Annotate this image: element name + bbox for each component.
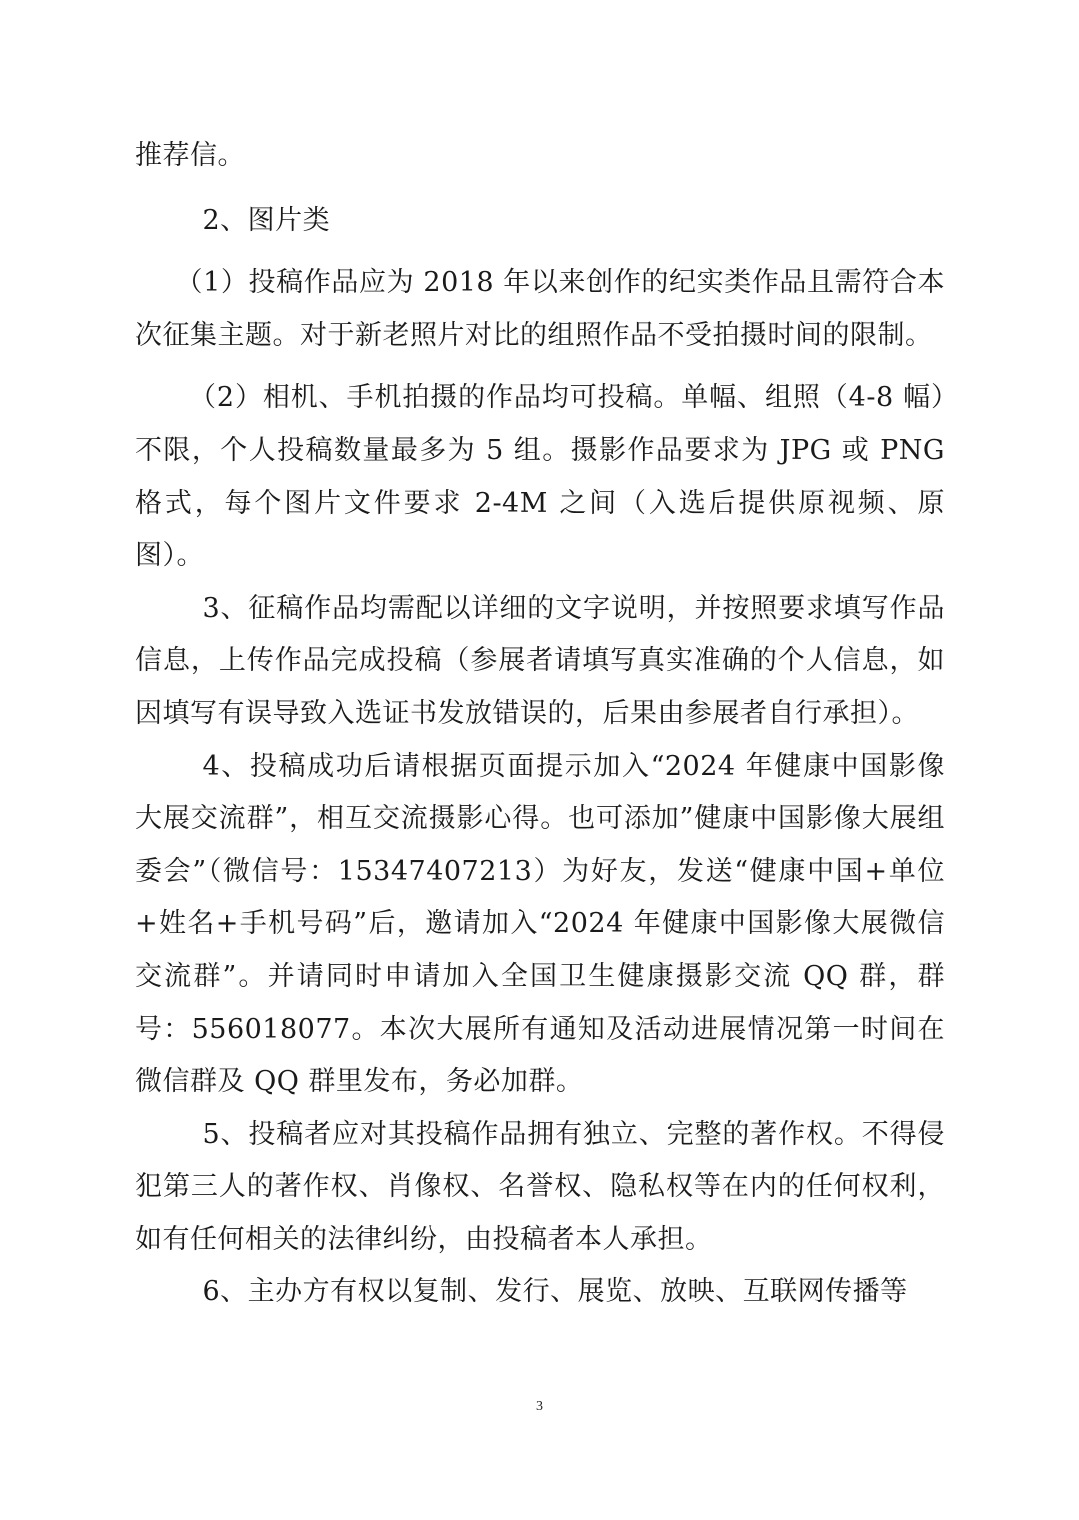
paragraph-rule-3: 3、征稿作品均需配以详细的文字说明，并按照要求填写作品信息，上传作品完成投稿（参展者请填写真实准确的个人信息，如因填写有误导致入选证书发放错误的，后果由参展者自行承担）。: [135, 592, 945, 729]
paragraph-rule-4: 4、投稿成功后请根据页面提示加入“2024 年健康中国影像大展交流群”，相互交流摄影心得。也可添加”健康中国影像大展组委会”（微信号：15347407213）为好友，发送“健康中国+单位+姓名+手机号码”后，邀请加入“2024 年健康中国影像大展微信交流群”。并请同时申请加入全国卫生健康摄影交流 QQ 群，群号：556018077。本次大展所有通知及活动进展情况第一时间在微信群及 QQ 群里发布，务必加群。: [135, 750, 945, 1098]
paragraph-image-rule-2: （2）相机、手机拍摄的作品均可投稿。单幅、组照（4-8 幅）不限，个人投稿数量最多为 5 组。摄影作品要求为 JPG 或 PNG 格式，每个图片文件要求 2-4M 之间（入选后提供原视频、原图）。: [135, 382, 945, 572]
section-heading-images: 2、图片类: [202, 204, 331, 236]
page-number: 3: [536, 1399, 543, 1414]
paragraph-rule-5: 5、投稿者应对其投稿作品拥有独立、完整的著作权。不得侵犯第三人的著作权、肖像权、名誉权、隐私权等在内的任何权利，如有任何相关的法律纠纷，由投稿者本人承担。: [135, 1118, 945, 1255]
paragraph-recommendation-letter: 推荐信。: [135, 140, 245, 171]
document-body: [135, 130, 945, 1319]
paragraph-image-rule-1: （1）投稿作品应为 2018 年以来创作的纪实类作品且需符合本次征集主题。对于新老照片对比的组照作品不受拍摄时间的限制。: [135, 267, 945, 351]
paragraph-rule-6: 6、主办方有权以复制、发行、展览、放映、互联网传播等: [202, 1276, 908, 1308]
